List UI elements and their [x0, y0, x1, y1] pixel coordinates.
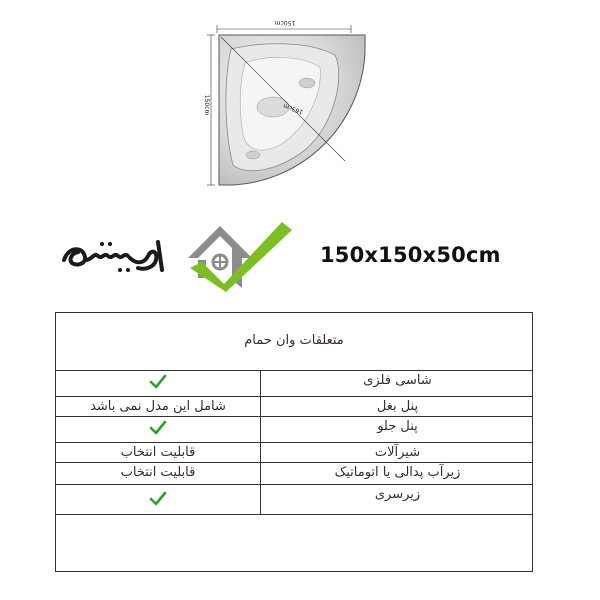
- table-cell-value: [56, 485, 261, 514]
- table-cell-value: [56, 417, 261, 442]
- diagonal-label: 163cm: [282, 101, 305, 116]
- bathtub-drawing: [195, 15, 385, 195]
- table-cell-name: زیرآب پدالی یا اتوماتیک: [334, 465, 461, 480]
- table-row: [56, 371, 532, 397]
- brand-calligraphy-logo: [58, 230, 170, 280]
- table-row: [56, 463, 532, 485]
- table-cell-value: قابلیت انتخاب: [56, 463, 261, 484]
- table-cell-name: شیرآلات: [374, 445, 421, 460]
- table-row: [56, 485, 532, 515]
- table-row: [56, 443, 532, 463]
- house-check-icon: [186, 218, 294, 292]
- table-cell-value: شامل این مدل نمی باشد: [56, 397, 261, 416]
- checkmark-icon: [149, 491, 167, 507]
- checkmark-icon: [149, 420, 167, 436]
- table-cell-name: زیرسری: [374, 487, 421, 502]
- height-label: 150cm: [203, 94, 210, 116]
- table-cell-name: پنل بغل: [376, 399, 419, 414]
- house-checkmark-logo: [186, 218, 294, 292]
- checkmark-icon: [149, 374, 167, 390]
- table-title: متعلقات وان حمام: [244, 333, 344, 348]
- table-cell-value: [56, 371, 261, 396]
- product-dimensions: 150x150x50cm: [320, 243, 501, 267]
- accessories-table: [55, 312, 533, 572]
- table-cell-name: پنل جلو: [377, 419, 418, 434]
- bathtub-diagram: [195, 15, 385, 195]
- table-cell-value: قابلیت انتخاب: [56, 443, 261, 462]
- table-row: [56, 417, 532, 443]
- table-title-row: [56, 313, 532, 371]
- table-cell-name: شاسی فلزی: [363, 373, 432, 388]
- width-label: 150cm: [274, 19, 296, 26]
- persian-calligraphy-icon: [58, 230, 170, 280]
- table-row: [56, 397, 532, 417]
